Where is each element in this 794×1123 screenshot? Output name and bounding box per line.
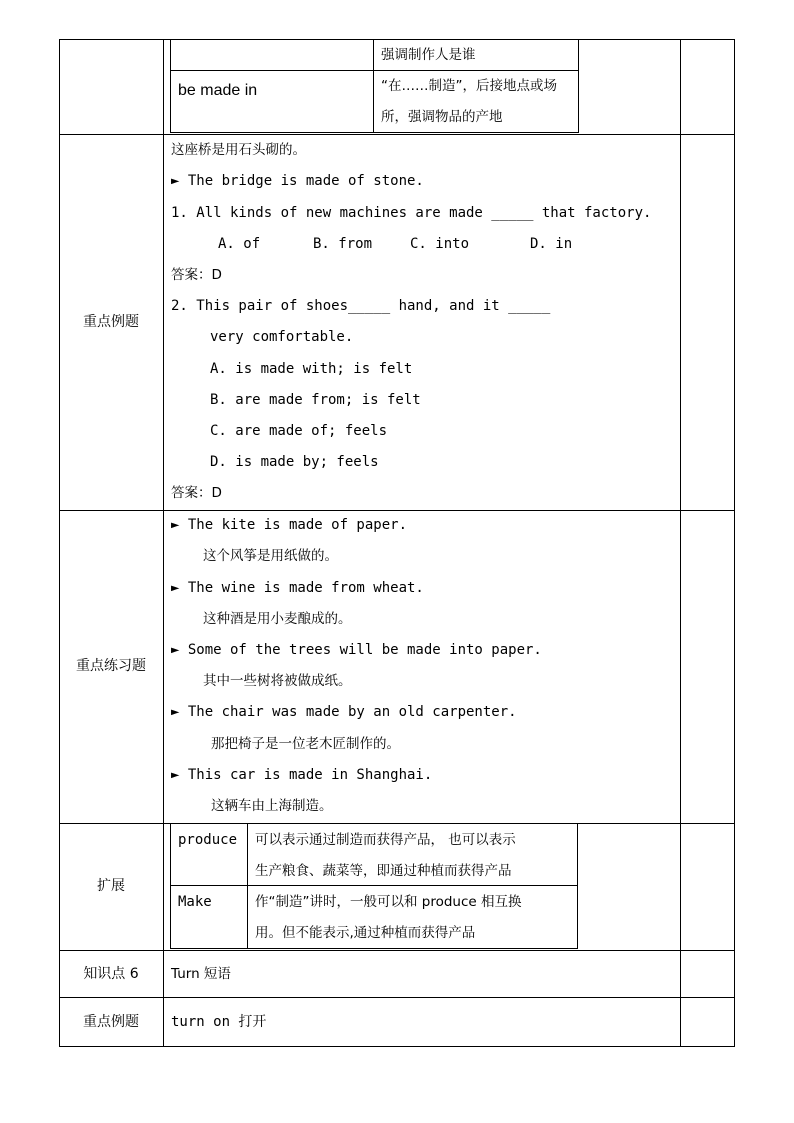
made-in-description-line1: “在……制造”，后接地点或场 <box>381 78 557 94</box>
q1-option-a: A. of <box>218 236 261 252</box>
q1-option-c: C. into <box>410 236 470 252</box>
produce-desc-line2: 生产粮食、蔬菜等，即通过种植而获得产品 <box>255 863 512 879</box>
example-intro-en: ► The bridge is made of stone. <box>171 173 424 189</box>
made-in-description-line2: 所，强调物品的产地 <box>381 109 503 125</box>
q2-option-c: C. are made of; feels <box>210 423 388 439</box>
q2-option-b: B. are made from; is felt <box>210 392 421 408</box>
example-intro-cn: 这座桥是用石头砌的。 <box>171 142 306 158</box>
examples2-content: turn on 打开 <box>171 1014 267 1030</box>
extension-label: 扩展 <box>97 878 125 894</box>
practice-item-4-cn: 那把椅子是一位老木匠制作的。 <box>211 736 400 752</box>
q1-answer: 答案：D <box>171 267 222 283</box>
practice-item-5-cn: 这辆车由上海制造。 <box>211 798 333 814</box>
question-2-line2: very comfortable. <box>210 329 354 345</box>
q2-option-a: A. is made with; is felt <box>210 361 413 377</box>
q1-option-b: B. from <box>313 236 373 252</box>
knowledge-point-6-title: Turn 短语 <box>171 966 231 982</box>
produce-desc-line1: 可以表示通过制造而获得产品， 也可以表示 <box>255 832 516 848</box>
make-term: Make <box>178 894 212 910</box>
question-1: 1. All kinds of new machines are made _____ that factory. <box>171 205 652 221</box>
produce-term: produce <box>178 832 238 848</box>
examples2-label: 重点例题 <box>83 1014 139 1030</box>
practice-item-2-cn: 这种酒是用小麦酿成的。 <box>203 611 352 627</box>
practice-item-1-cn: 这个风筝是用纸做的。 <box>203 548 338 564</box>
practice-item-5-en: ► This car is made in Shanghai. <box>171 767 433 783</box>
examples-label: 重点例题 <box>83 314 139 330</box>
question-2-line1: 2. This pair of shoes_____ hand, and it _____ <box>171 298 551 314</box>
practice-item-3-cn: 其中一些树将被做成纸。 <box>203 673 352 689</box>
practice-item-1-en: ► The kite is made of paper. <box>171 517 408 533</box>
term-be-made-in: be made in <box>178 82 258 99</box>
practice-item-3-en: ► Some of the trees will be made into paper. <box>171 642 542 658</box>
emphasis-maker-text: 强调制作人是谁 <box>381 47 476 63</box>
q2-option-d: D. is made by; feels <box>210 454 379 470</box>
knowledge-point-6-label: 知识点 6 <box>83 966 139 982</box>
make-desc-line2: 用。但不能表示,通过种植而获得产品 <box>255 925 476 941</box>
practice-item-4-en: ► The chair was made by an old carpenter. <box>171 704 517 720</box>
practice-item-2-en: ► The wine is made from wheat. <box>171 580 424 596</box>
q2-answer: 答案：D <box>171 485 222 501</box>
practice-label: 重点练习题 <box>76 658 146 674</box>
q1-option-d: D. in <box>530 236 573 252</box>
make-desc-line1: 作“制造”讲时，一般可以和 produce 相互换 <box>255 894 522 910</box>
